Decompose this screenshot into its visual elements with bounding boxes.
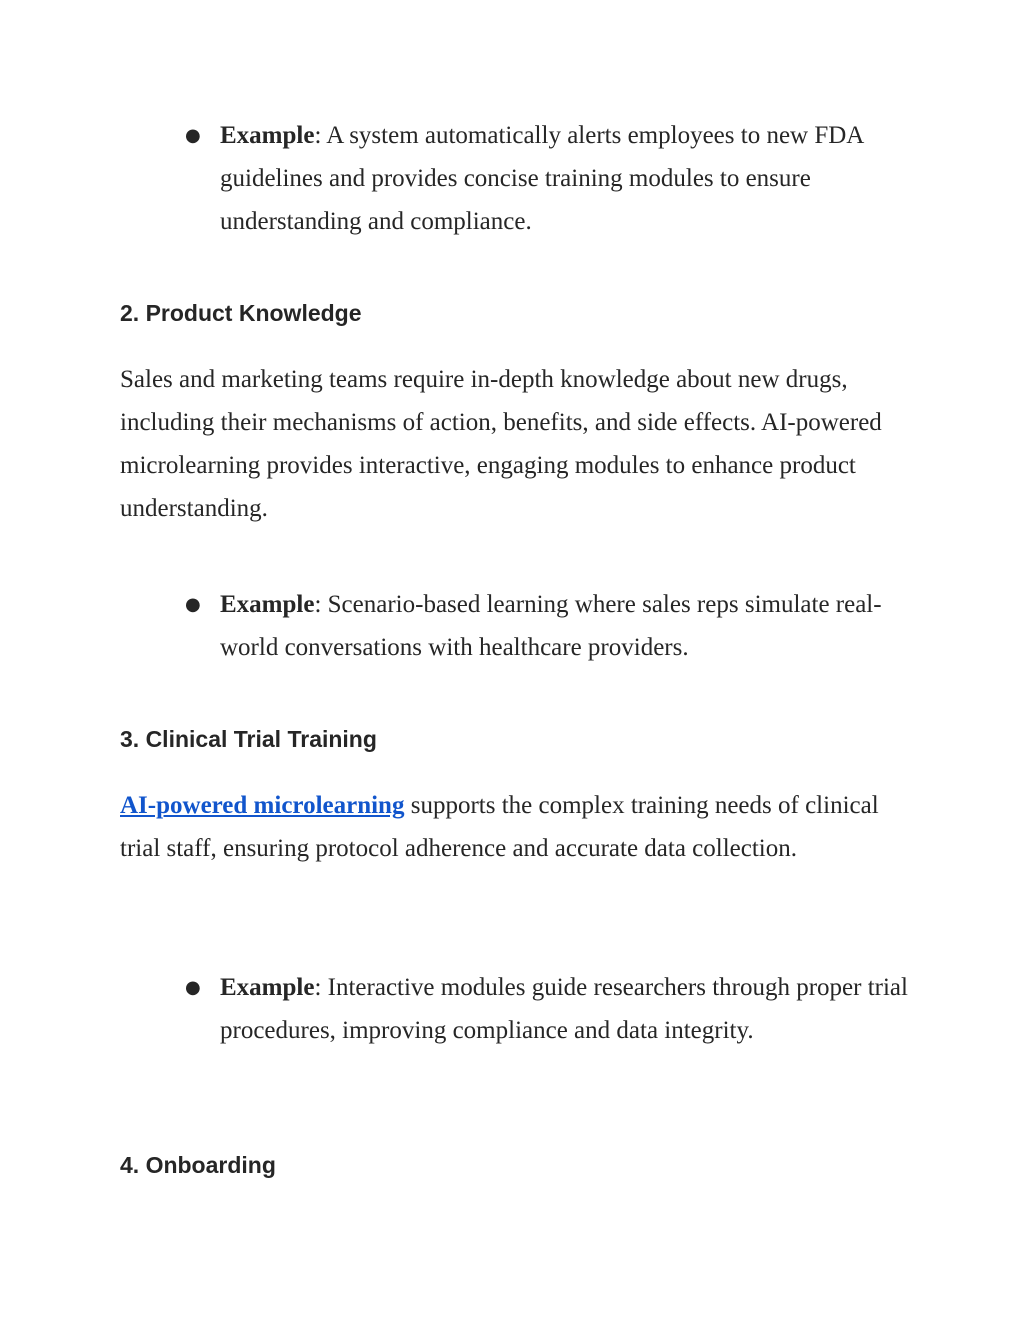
bullet-label: Example: [220, 122, 315, 149]
bullet-dot: ●: [185, 977, 201, 998]
bullet-item-scenario-learning: [185, 583, 915, 669]
bullet-body: : Interactive modules guide researchers through proper trial procedures, improving compliance and data integrity.: [220, 974, 908, 1044]
bullet-dot: ●: [185, 125, 201, 146]
section-heading-product-knowledge: 2. Product Knowledge: [120, 300, 362, 326]
bullet-text: [220, 583, 915, 669]
bullet-body: : Scenario-based learning where sales reps simulate real-world conversations with healthcare providers.: [220, 591, 882, 661]
bullet-item-fda-alerts: [185, 114, 915, 243]
bullet-label: Example: [220, 591, 315, 618]
paragraph-clinical-trial: [120, 784, 920, 870]
ai-microlearning-link[interactable]: AI-powered microlearning: [120, 792, 405, 819]
section-heading-clinical-trial: 3. Clinical Trial Training: [120, 726, 377, 752]
bullet-dot: ●: [185, 594, 201, 615]
bullet-item-interactive-modules: [185, 966, 915, 1052]
bullet-label: Example: [220, 974, 315, 1001]
paragraph-product-knowledge: Sales and marketing teams require in-depth knowledge about new drugs, including their mechanisms of action, benefits, and side effects. AI-powered microlearning provides interactive, engaging modules to enhance product understanding.: [120, 366, 882, 522]
paragraph-clinical-trial-text: supports the complex training needs of clinical trial staff, ensuring protocol adherence and accurate data collection.: [120, 792, 879, 862]
bullet-body: : A system automatically alerts employees to new FDA guidelines and provides concise training modules to ensure understanding and compliance.: [220, 122, 863, 235]
bullet-text: [220, 966, 915, 1052]
bullet-text: [220, 114, 915, 243]
section-heading-onboarding: 4. Onboarding: [120, 1152, 276, 1178]
